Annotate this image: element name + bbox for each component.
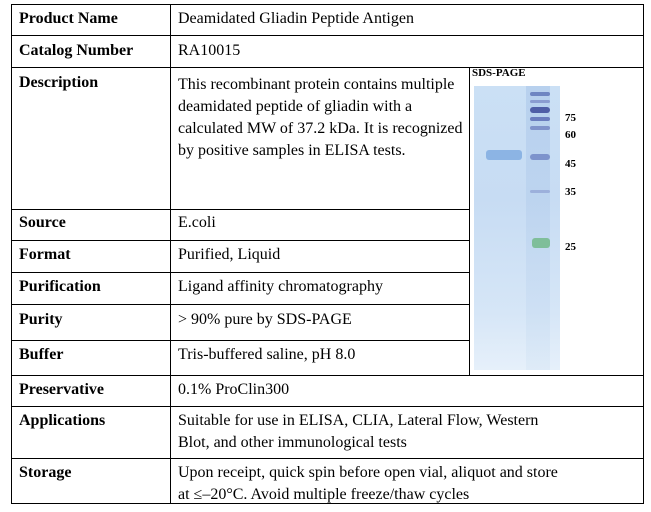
value-catalog-number: RA10015 — [178, 42, 241, 59]
value-preservative: 0.1% ProClin300 — [178, 381, 290, 398]
value-source: E.coli — [178, 214, 216, 231]
column-divider — [170, 4, 171, 504]
value-storage-line2: at ≤–20°C. Avoid multiple freeze/thaw cycles — [178, 486, 470, 503]
ladder-band — [530, 117, 550, 121]
ladder-band — [530, 100, 550, 103]
sample-band — [486, 150, 522, 160]
label-buffer: Buffer — [19, 346, 64, 363]
label-source: Source — [19, 214, 66, 231]
table-border-left — [11, 4, 12, 504]
row-divider — [11, 67, 644, 68]
ladder-band — [530, 190, 550, 193]
sds-page-gel-image — [474, 86, 560, 370]
label-preservative: Preservative — [19, 381, 104, 398]
value-description: This recombinant protein contains multiple deamidated peptide of gliadin with a calculated MW of 37.2 kDa. It is recognized by positive samples in ELISA tests. — [178, 76, 463, 159]
ladder-band — [530, 126, 550, 130]
ladder-band — [530, 92, 550, 96]
label-description: Description — [19, 74, 99, 91]
gel-title: SDS-PAGE — [472, 67, 526, 79]
label-product-name: Product Name — [19, 10, 118, 27]
row-divider — [11, 340, 469, 341]
value-purification: Ligand affinity chromatography — [178, 278, 383, 295]
table-border-right — [643, 4, 644, 504]
ladder-band — [530, 154, 550, 160]
label-format: Format — [19, 246, 71, 263]
mw-marker-45: 45 — [565, 158, 576, 170]
row-divider — [11, 458, 644, 459]
row-divider — [11, 375, 644, 376]
column-divider-gel — [469, 67, 470, 375]
label-purity: Purity — [19, 311, 63, 328]
mw-marker-60: 60 — [565, 129, 576, 141]
value-purity: > 90% pure by SDS-PAGE — [178, 311, 352, 328]
label-catalog-number: Catalog Number — [19, 42, 134, 59]
label-storage: Storage — [19, 464, 72, 481]
value-applications-line1: Suitable for use in ELISA, CLIA, Lateral Flow, Western — [178, 412, 539, 429]
row-divider — [11, 209, 469, 210]
row-divider — [11, 240, 469, 241]
row-divider — [11, 406, 644, 407]
mw-marker-35: 35 — [565, 186, 576, 198]
ladder-band — [532, 238, 550, 248]
value-format: Purified, Liquid — [178, 246, 281, 263]
mw-marker-25: 25 — [565, 241, 576, 253]
value-applications-line2: Blot, and other immunological tests — [178, 434, 407, 451]
label-purification: Purification — [19, 278, 101, 295]
value-storage-line1: Upon receipt, quick spin before open vial, aliquot and store — [178, 464, 558, 481]
table-border-top — [11, 4, 644, 5]
value-buffer: Tris-buffered saline, pH 8.0 — [178, 346, 356, 363]
row-divider — [11, 272, 469, 273]
label-applications: Applications — [19, 412, 106, 429]
ladder-band — [530, 107, 550, 113]
value-product-name: Deamidated Gliadin Peptide Antigen — [178, 10, 414, 27]
row-divider — [11, 304, 469, 305]
row-divider — [11, 35, 644, 36]
mw-marker-75: 75 — [565, 112, 576, 124]
